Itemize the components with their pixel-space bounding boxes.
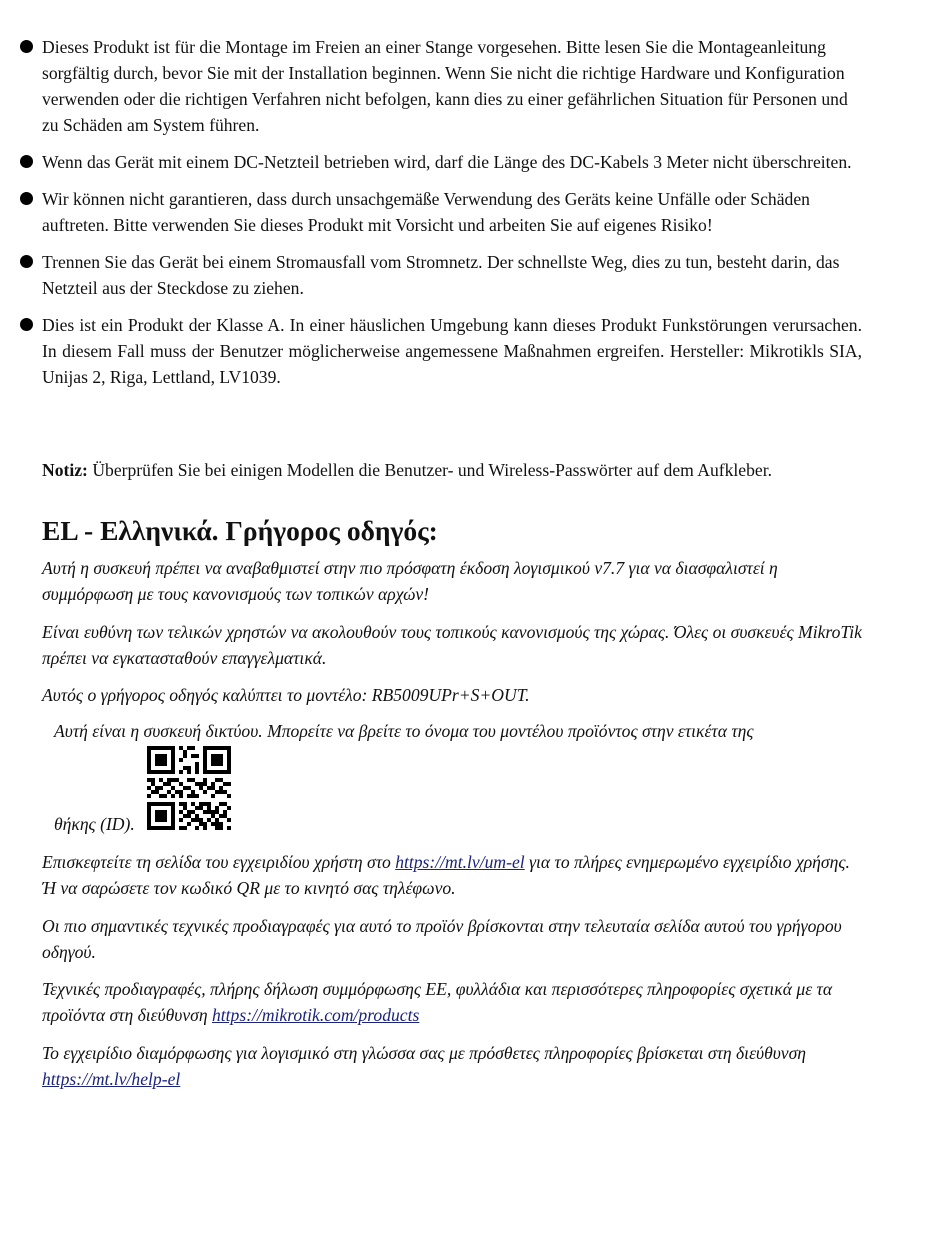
bullet-dot-icon bbox=[20, 318, 33, 331]
bullet-text: Wir können nicht garantieren, dass durch unsachgemäße Verwendung des Geräts keine Unfälle oder Schäden auftreten. Bitte verwenden Sie dieses Produkt mit Vorsicht und arbeiten Sie auf eigenes Risiko! bbox=[42, 189, 810, 235]
paragraph-specs bbox=[42, 913, 862, 965]
bullet-item bbox=[0, 312, 862, 390]
paragraph-text bbox=[42, 976, 862, 1028]
paragraph-text bbox=[42, 849, 862, 901]
paragraph-help bbox=[42, 1040, 862, 1092]
bullet-item bbox=[0, 186, 862, 238]
paragraph-firmware bbox=[42, 555, 862, 607]
bullet-dot-icon bbox=[20, 192, 33, 205]
qr-code-icon bbox=[147, 746, 231, 830]
paragraph-text: Είναι ευθύνη των τελικών χρηστών να ακολουθούν τους τοπικούς κανονισμούς της χώρας. Όλες οι συσκευές MikroTik πρέπει να εγκατασταθούν επαγγελματικά. bbox=[42, 622, 862, 668]
paragraph-text bbox=[42, 1040, 862, 1092]
note-text: Überprüfen Sie bei einigen Modellen die Benutzer- und Wireless-Passwörter auf dem Aufkleber. bbox=[87, 460, 772, 480]
paragraph-text: Οι πιο σημαντικές τεχνικές προδιαγραφές για αυτό το προϊόν βρίσκονται στην τελευταία σελίδα αυτού του γρήγορου οδηγού. bbox=[42, 916, 842, 962]
bullet-dot-icon bbox=[20, 155, 33, 168]
help-link[interactable]: https://mt.lv/help-el bbox=[42, 1069, 181, 1089]
bullet-dot-icon bbox=[20, 255, 33, 268]
products-link[interactable]: https://mikrotik.com/products bbox=[211, 1005, 420, 1025]
paragraph-text-line2: θήκης (ID). bbox=[54, 814, 135, 834]
note-line bbox=[42, 457, 902, 483]
paragraph-text-line1: Αυτή είναι η συσκευή δικτύου. Μπορείτε να βρείτε το όνομα του μοντέλου προϊόντος στην ετικέτα της bbox=[54, 721, 754, 741]
bullet-text: Dieses Produkt ist für die Montage im Freien an einer Stange vorgesehen. Bitte lesen Sie die Montageanleitung sorgfältig durch, bevor Sie mit der Installation beginnen. Wenn Sie nicht die richtige Hardware und Konfiguration verwenden oder die richtigen Verfahren nicht befolgen, kann dies zu einer gefährlichen Situation für Personen und zu Schäden am System führen. bbox=[42, 37, 848, 135]
section-heading: EL - Ελληνικά. Γρήγορος οδηγός: bbox=[42, 515, 438, 546]
paragraph-text: Αυτός ο γρήγορος οδηγός καλύπτει το μοντέλο: RB5009UPr+S+OUT. bbox=[42, 685, 530, 705]
bullet-text: Trennen Sie das Gerät bei einem Stromausfall vom Stromnetz. Der schnellste Weg, dies zu tun, besteht darin, das Netzteil aus der Steckdose zu ziehen. bbox=[42, 252, 840, 298]
paragraph-text-start: Επισκεφτείτε τη σελίδα του εγχειριδίου χρήστη στο bbox=[42, 852, 396, 872]
bullet-text: Wenn das Gerät mit einem DC-Netzteil betrieben wird, darf die Länge des DC-Kabels 3 Meter nicht überschreiten. bbox=[42, 152, 852, 172]
paragraph-text-start: Τεχνικές προδιαγραφές, πλήρης δήλωση συμμόρφωσης ΕΕ, φυλλάδια και περισσότερες πληροφορίες σχετικά με τα προϊόντα στη διεύθυνση bbox=[42, 979, 833, 1025]
bullet-item bbox=[0, 249, 862, 301]
safety-bullet-list bbox=[0, 34, 950, 401]
paragraph-text-end: για το πλήρες ενημερωμένο εγχειρίδιο χρήσης. Ή να σαρώσετε τον κωδικό QR με το κινητό σας τηλέφωνο. bbox=[42, 852, 850, 898]
user-manual-link[interactable]: https://mt.lv/um-el bbox=[395, 852, 525, 872]
bullet-text: Dies ist ein Produkt der Klasse A. In einer häuslichen Umgebung kann dieses Produkt Funkstörungen verursachen. In diesem Fall muss der Benutzer möglicherweise angemessene Maßnahmen ergreifen. Hersteller: Mikrotikls SIA, Unijas 2, Riga, Lettland, LV1039. bbox=[42, 315, 862, 387]
paragraph-products bbox=[42, 976, 862, 1028]
paragraph-text-start: Το εγχειρίδιο διαμόρφωσης για λογισμικό στη γλώσσα σας με πρόσθετες πληροφορίες βρίσκεται στη διεύθυνση bbox=[42, 1043, 807, 1063]
paragraph-text: Αυτή η συσκευή πρέπει να αναβαθμιστεί στην πιο πρόσφατη έκδοση λογισμικού v7.7 για να διασφαλιστεί η συμμόρφωση με τους κανονισμούς των τοπικών αρχών! bbox=[42, 558, 778, 604]
paragraph-responsibility bbox=[42, 619, 862, 671]
paragraph-user-manual bbox=[42, 849, 862, 901]
bullet-item bbox=[0, 149, 862, 175]
paragraph-model bbox=[42, 682, 862, 708]
bullet-dot-icon bbox=[20, 40, 33, 53]
note-label: Notiz: bbox=[42, 460, 88, 480]
bullet-item bbox=[0, 34, 862, 138]
